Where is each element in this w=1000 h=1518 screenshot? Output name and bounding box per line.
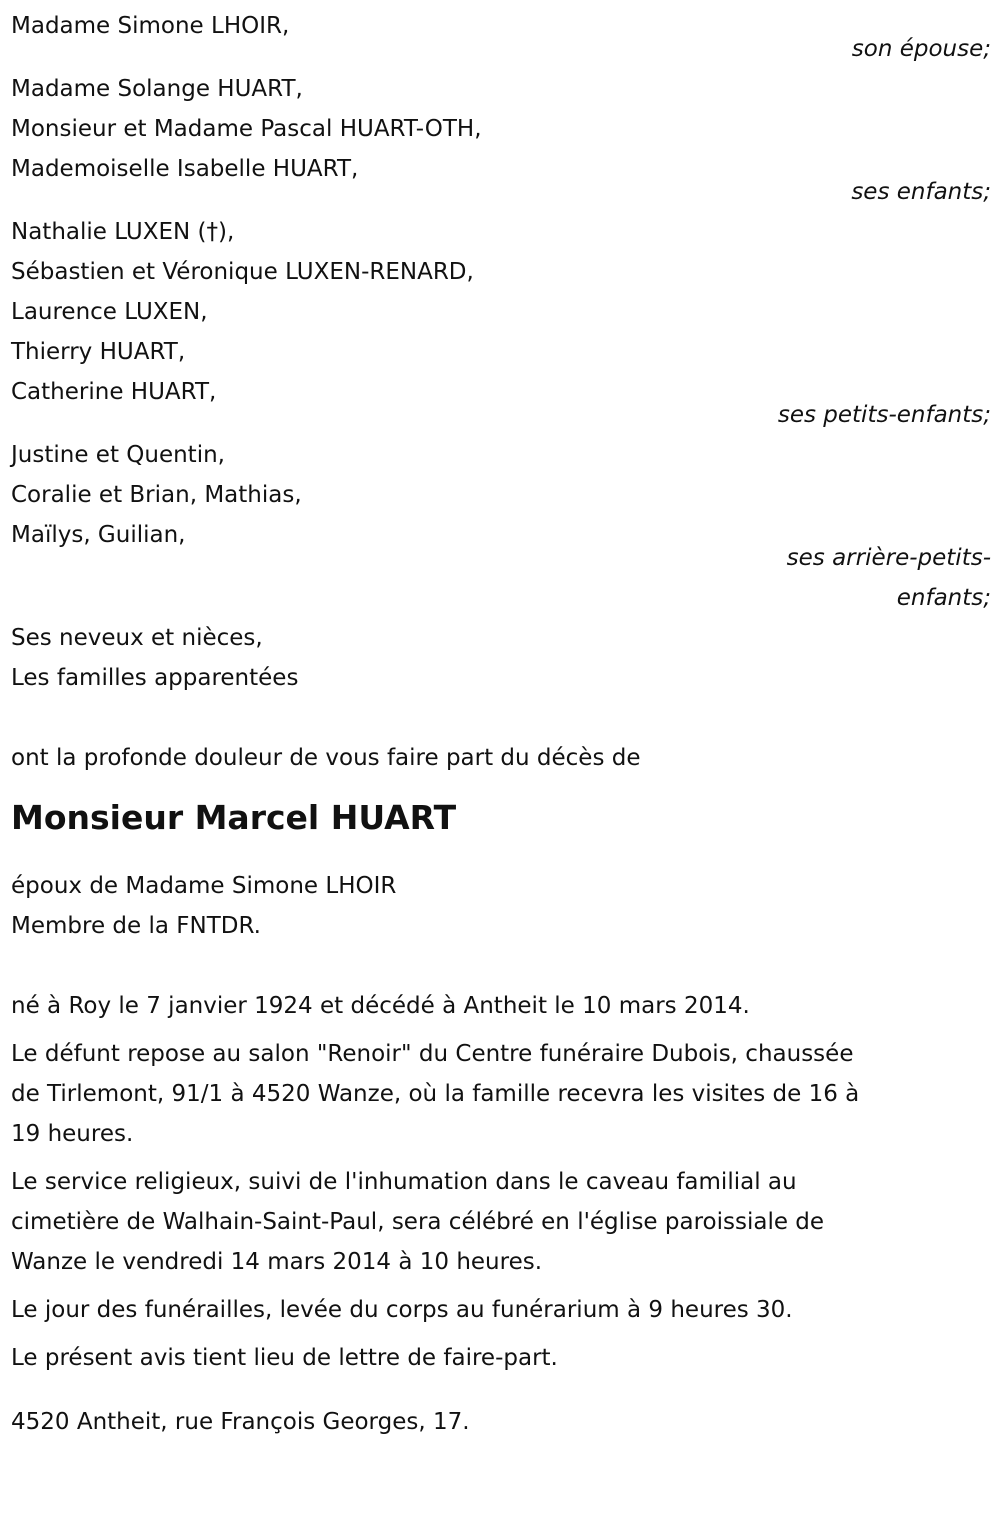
address: 4520 Antheit, rue François Georges, 17. (11, 1409, 470, 1435)
family-group (11, 618, 991, 698)
relationship-line: son épouse; (851, 36, 991, 62)
family-group (11, 69, 991, 212)
relationship-line: enfants; (896, 585, 991, 611)
family-member: Maïlys, Guilian, (11, 522, 186, 548)
family-group (11, 212, 991, 435)
spacer (11, 946, 991, 986)
announcement-text: ont la profonde douleur de vous faire part du décès de (11, 745, 641, 771)
family-member: Madame Simone LHOIR, (11, 13, 290, 39)
family-member: Justine et Quentin, (11, 442, 225, 468)
relationship-line: ses enfants; (851, 179, 991, 205)
paragraph-line: Wanze le vendredi 14 mars 2014 à 10 heures. (11, 1249, 543, 1275)
family-member: Thierry HUART, (11, 339, 186, 365)
paragraph-line: cimetière de Walhain-Saint-Paul, sera célébré en l'église paroissiale de (11, 1209, 825, 1235)
family-member: Coralie et Brian, Mathias, (11, 482, 302, 508)
obituary-notice (11, 6, 991, 1442)
deceased-name: Monsieur Marcel HUART (11, 798, 457, 837)
family-member: Monsieur et Madame Pascal HUART-OTH, (11, 116, 482, 142)
paragraph-line: Le service religieux, suivi de l'inhumation dans le caveau familial au (11, 1169, 797, 1195)
paragraph (11, 1034, 991, 1154)
paragraph-line: 19 heures. (11, 1121, 134, 1147)
paragraph (11, 1162, 991, 1282)
family-member: Les familles apparentées (11, 665, 299, 691)
family-member: Nathalie LUXEN (†), (11, 219, 235, 245)
paragraph-line: Le jour des funérailles, levée du corps au funérarium à 9 heures 30. (11, 1297, 793, 1323)
paragraph (11, 1290, 991, 1330)
paragraph (11, 986, 991, 1026)
family-member: Catherine HUART, (11, 379, 217, 405)
family-group (11, 6, 991, 69)
family-member: Mademoiselle Isabelle HUART, (11, 156, 359, 182)
paragraph-line: né à Roy le 7 janvier 1924 et décédé à Antheit le 10 mars 2014. (11, 993, 750, 1019)
detail-membership: Membre de la FNTDR. (11, 913, 261, 939)
relationship-line: ses petits-enfants; (777, 402, 991, 428)
paragraph-line: Le défunt repose au salon "Renoir" du Centre funéraire Dubois, chaussée (11, 1041, 854, 1067)
paragraph (11, 1338, 991, 1378)
family-member: Madame Solange HUART, (11, 76, 303, 102)
family-member: Sébastien et Véronique LUXEN-RENARD, (11, 259, 474, 285)
spacer (11, 698, 991, 738)
family-member: Ses neveux et nièces, (11, 625, 263, 651)
family-group (11, 435, 991, 618)
detail-spouse: époux de Madame Simone LHOIR (11, 873, 397, 899)
paragraph-line: Le présent avis tient lieu de lettre de faire-part. (11, 1345, 558, 1371)
paragraph-line: de Tirlemont, 91/1 à 4520 Wanze, où la famille recevra les visites de 16 à (11, 1081, 860, 1107)
family-list (11, 6, 991, 698)
family-member: Laurence LUXEN, (11, 299, 208, 325)
paragraphs (11, 986, 991, 1378)
relationship-line: ses arrière-petits- (786, 545, 991, 571)
